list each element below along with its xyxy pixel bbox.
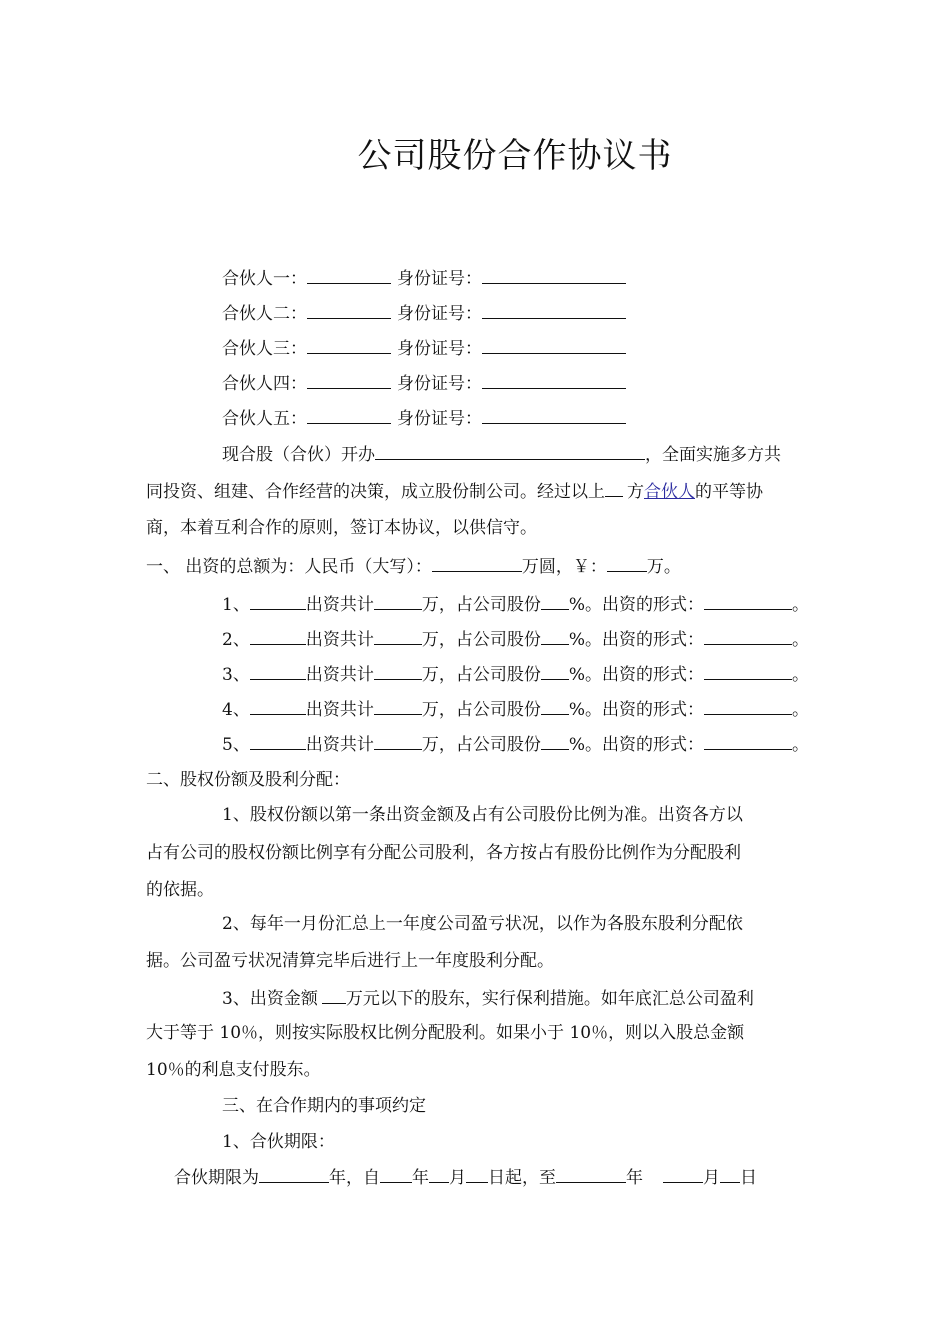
intro-line-1: [222, 443, 781, 466]
id-label: 身份证号：: [397, 269, 482, 289]
text: 万，占公司股份: [421, 700, 541, 720]
text: 年，自: [329, 1168, 380, 1188]
section-2-p1-line-3: 的依据。: [146, 880, 214, 900]
text: 。: [791, 595, 809, 615]
partner-link[interactable]: 合伙人: [644, 482, 695, 502]
partner-label: 合伙人三：: [222, 339, 307, 359]
contribution-row: [222, 628, 809, 651]
partner-label: 合伙人一：: [222, 269, 307, 289]
partner-line: [222, 302, 626, 325]
text: 的平等协: [695, 482, 763, 502]
text: ，全面实施多方共: [645, 445, 781, 465]
section-2-p2-line-2: 据。公司盈亏状况清算完毕后进行上一年度股利分配。: [146, 951, 554, 971]
text: 万，占公司股份: [421, 630, 541, 650]
section-2-p1-line-1: 1、股权份额以第一条出资金额及占有公司股份比例为准。出资各方以: [222, 805, 743, 825]
contribution-row: [222, 593, 809, 616]
text: 年: [626, 1168, 643, 1188]
section-2-p3-line-3: 10％的利息支付股东。: [146, 1060, 321, 1080]
text: 。: [791, 735, 809, 755]
row-number: 4、: [222, 700, 250, 720]
partner-line: [222, 407, 626, 430]
text: 出资共计: [305, 735, 374, 755]
contribution-row: [222, 698, 809, 721]
id-label: 身份证号：: [397, 339, 482, 359]
document-title: 公司股份合作协议书: [357, 136, 673, 176]
text: 商，本着互利合作的原则，签订本协议，以供信守。: [146, 518, 537, 538]
id-label: 身份证号：: [397, 409, 482, 429]
row-number: 3、: [222, 665, 250, 685]
text: 出资共计: [305, 630, 374, 650]
text: 方: [627, 482, 644, 502]
text: 。: [791, 665, 809, 685]
section-1-heading: [146, 555, 681, 578]
text: 3、出资金额: [222, 989, 318, 1009]
text: 日起，至: [488, 1168, 556, 1188]
text: 月: [449, 1168, 466, 1188]
section-2-p3-line-1: [222, 987, 754, 1010]
row-number: 1、: [222, 595, 250, 615]
text: 。: [791, 700, 809, 720]
text: %。出资的形式：: [568, 700, 704, 720]
text: 万，占公司股份: [421, 595, 541, 615]
text: 现合股（合伙）开办: [222, 445, 375, 465]
row-number: 2、: [222, 630, 250, 650]
text: %。出资的形式：: [568, 595, 704, 615]
contribution-row: [222, 663, 809, 686]
row-number: 5、: [222, 735, 250, 755]
section-2-p3-line-2: 大于等于 10％，则按实际股权比例分配股利。如果小于 10％，则以入股总金额: [146, 1023, 745, 1043]
text: 年: [412, 1168, 429, 1188]
section-2-heading: 二、股权份额及股利分配：: [146, 770, 350, 790]
text: 万，占公司股份: [421, 665, 541, 685]
text: 日: [740, 1168, 757, 1188]
text: 同投资、组建、合作经营的决策，成立股份制公司。经过以上: [146, 482, 605, 502]
text: 一、 出资的总额为：人民币（大写）：: [146, 557, 432, 577]
partner-label: 合伙人四：: [222, 374, 307, 394]
partner-line: [222, 267, 626, 290]
text: 万圆，￥：: [521, 557, 607, 577]
section-2-p2-line-1: 2、每年一月份汇总上一年度公司盈亏状况，以作为各股东股利分配依: [222, 914, 743, 934]
section-2-p1-line-2: 占有公司的股权份额比例享有分配公司股利，各方按占有股份比例作为分配股利: [146, 843, 741, 863]
text: 出资共计: [305, 595, 374, 615]
text: 月: [703, 1168, 720, 1188]
text: 万。: [646, 557, 681, 577]
partner-line: [222, 372, 626, 395]
id-label: 身份证号：: [397, 304, 482, 324]
partner-label: 合伙人五：: [222, 409, 307, 429]
partner-label: 合伙人二：: [222, 304, 307, 324]
text: 。: [791, 630, 809, 650]
contribution-row: [222, 733, 809, 756]
text: 出资共计: [305, 665, 374, 685]
section-3-heading: 三、在合作期内的事项约定: [222, 1096, 426, 1116]
text: %。出资的形式：: [568, 630, 704, 650]
term-line: [174, 1166, 757, 1189]
text: 万元以下的股东，实行保利措施。如年底汇总公司盈利: [345, 989, 754, 1009]
partner-line: [222, 337, 626, 360]
intro-line-2: [146, 480, 763, 503]
text: 万，占公司股份: [421, 735, 541, 755]
section-3-sub: 1、合伙期限：: [222, 1132, 335, 1152]
text: %。出资的形式：: [568, 735, 704, 755]
text: 合伙期限为: [174, 1168, 259, 1188]
id-label: 身份证号：: [397, 374, 482, 394]
intro-line-3: [146, 517, 537, 539]
text: 出资共计: [305, 700, 374, 720]
text: %。出资的形式：: [568, 665, 704, 685]
